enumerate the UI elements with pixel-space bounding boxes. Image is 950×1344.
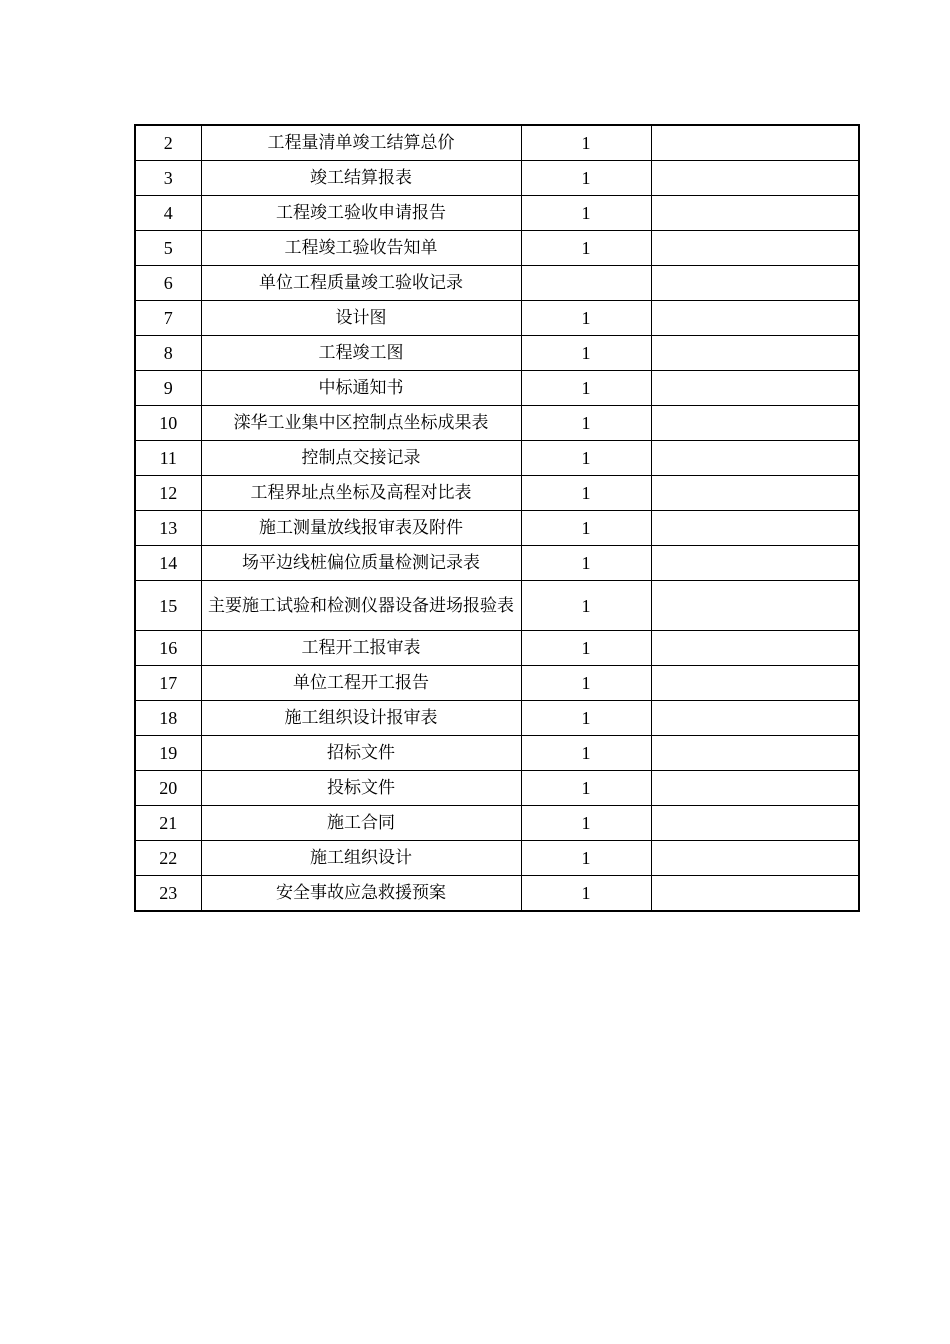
document-name: 滦华工业集中区控制点坐标成果表 bbox=[201, 406, 521, 441]
quantity: 1 bbox=[521, 406, 651, 441]
quantity: 1 bbox=[521, 771, 651, 806]
remarks bbox=[651, 666, 859, 701]
quantity: 1 bbox=[521, 476, 651, 511]
document-name: 安全事故应急救援预案 bbox=[201, 876, 521, 912]
row-number: 13 bbox=[135, 511, 201, 546]
quantity: 1 bbox=[521, 806, 651, 841]
document-name: 施工测量放线报审表及附件 bbox=[201, 511, 521, 546]
document-name: 工程竣工验收告知单 bbox=[201, 231, 521, 266]
quantity: 1 bbox=[521, 701, 651, 736]
document-name: 施工合同 bbox=[201, 806, 521, 841]
row-number: 20 bbox=[135, 771, 201, 806]
remarks bbox=[651, 231, 859, 266]
table-row bbox=[135, 701, 859, 736]
remarks bbox=[651, 336, 859, 371]
document-name: 投标文件 bbox=[201, 771, 521, 806]
table-row bbox=[135, 841, 859, 876]
table-row bbox=[135, 806, 859, 841]
quantity: 1 bbox=[521, 441, 651, 476]
row-number: 12 bbox=[135, 476, 201, 511]
row-number: 14 bbox=[135, 546, 201, 581]
document-name: 工程开工报审表 bbox=[201, 631, 521, 666]
table-row bbox=[135, 441, 859, 476]
row-number: 5 bbox=[135, 231, 201, 266]
quantity: 1 bbox=[521, 841, 651, 876]
quantity: 1 bbox=[521, 161, 651, 196]
document-list-table bbox=[134, 124, 860, 912]
document-name: 控制点交接记录 bbox=[201, 441, 521, 476]
remarks bbox=[651, 196, 859, 231]
remarks bbox=[651, 161, 859, 196]
quantity bbox=[521, 266, 651, 301]
quantity: 1 bbox=[521, 631, 651, 666]
row-number: 17 bbox=[135, 666, 201, 701]
document-name: 工程界址点坐标及高程对比表 bbox=[201, 476, 521, 511]
table-row bbox=[135, 771, 859, 806]
row-number: 4 bbox=[135, 196, 201, 231]
table-row bbox=[135, 231, 859, 266]
table-row bbox=[135, 196, 859, 231]
row-number: 3 bbox=[135, 161, 201, 196]
row-number: 22 bbox=[135, 841, 201, 876]
quantity: 1 bbox=[521, 511, 651, 546]
remarks bbox=[651, 441, 859, 476]
quantity: 1 bbox=[521, 876, 651, 912]
remarks bbox=[651, 876, 859, 912]
table-body bbox=[135, 125, 859, 911]
document-name: 竣工结算报表 bbox=[201, 161, 521, 196]
table-row bbox=[135, 336, 859, 371]
row-number: 9 bbox=[135, 371, 201, 406]
remarks bbox=[651, 371, 859, 406]
quantity: 1 bbox=[521, 581, 651, 631]
remarks bbox=[651, 301, 859, 336]
row-number: 19 bbox=[135, 736, 201, 771]
row-number: 8 bbox=[135, 336, 201, 371]
table-row bbox=[135, 266, 859, 301]
table-row bbox=[135, 371, 859, 406]
table-row bbox=[135, 666, 859, 701]
table-row bbox=[135, 511, 859, 546]
table-row bbox=[135, 546, 859, 581]
remarks bbox=[651, 581, 859, 631]
quantity: 1 bbox=[521, 301, 651, 336]
quantity: 1 bbox=[521, 546, 651, 581]
row-number: 10 bbox=[135, 406, 201, 441]
row-number: 18 bbox=[135, 701, 201, 736]
table-row bbox=[135, 476, 859, 511]
document-name: 单位工程开工报告 bbox=[201, 666, 521, 701]
quantity: 1 bbox=[521, 736, 651, 771]
quantity: 1 bbox=[521, 231, 651, 266]
remarks bbox=[651, 476, 859, 511]
document-name: 设计图 bbox=[201, 301, 521, 336]
row-number: 2 bbox=[135, 125, 201, 161]
remarks bbox=[651, 771, 859, 806]
remarks bbox=[651, 736, 859, 771]
document-name: 中标通知书 bbox=[201, 371, 521, 406]
quantity: 1 bbox=[521, 371, 651, 406]
remarks bbox=[651, 266, 859, 301]
document-name: 工程竣工验收申请报告 bbox=[201, 196, 521, 231]
document-name: 工程竣工图 bbox=[201, 336, 521, 371]
row-number: 6 bbox=[135, 266, 201, 301]
document-name: 场平边线桩偏位质量检测记录表 bbox=[201, 546, 521, 581]
remarks bbox=[651, 546, 859, 581]
document-name: 工程量清单竣工结算总价 bbox=[201, 125, 521, 161]
table-row bbox=[135, 631, 859, 666]
table-row bbox=[135, 125, 859, 161]
remarks bbox=[651, 125, 859, 161]
quantity: 1 bbox=[521, 666, 651, 701]
document-name: 主要施工试验和检测仪器设备进场报验表 bbox=[201, 581, 521, 631]
remarks bbox=[651, 406, 859, 441]
document-name: 单位工程质量竣工验收记录 bbox=[201, 266, 521, 301]
table-row bbox=[135, 736, 859, 771]
row-number: 21 bbox=[135, 806, 201, 841]
table-row bbox=[135, 876, 859, 912]
row-number: 15 bbox=[135, 581, 201, 631]
remarks bbox=[651, 701, 859, 736]
document-name: 施工组织设计报审表 bbox=[201, 701, 521, 736]
table-row bbox=[135, 161, 859, 196]
remarks bbox=[651, 806, 859, 841]
row-number: 16 bbox=[135, 631, 201, 666]
row-number: 23 bbox=[135, 876, 201, 912]
row-number: 7 bbox=[135, 301, 201, 336]
remarks bbox=[651, 631, 859, 666]
table-row bbox=[135, 301, 859, 336]
remarks bbox=[651, 511, 859, 546]
quantity: 1 bbox=[521, 125, 651, 161]
document-name: 施工组织设计 bbox=[201, 841, 521, 876]
table-row bbox=[135, 581, 859, 631]
quantity: 1 bbox=[521, 196, 651, 231]
table-row bbox=[135, 406, 859, 441]
quantity: 1 bbox=[521, 336, 651, 371]
remarks bbox=[651, 841, 859, 876]
document-name: 招标文件 bbox=[201, 736, 521, 771]
row-number: 11 bbox=[135, 441, 201, 476]
